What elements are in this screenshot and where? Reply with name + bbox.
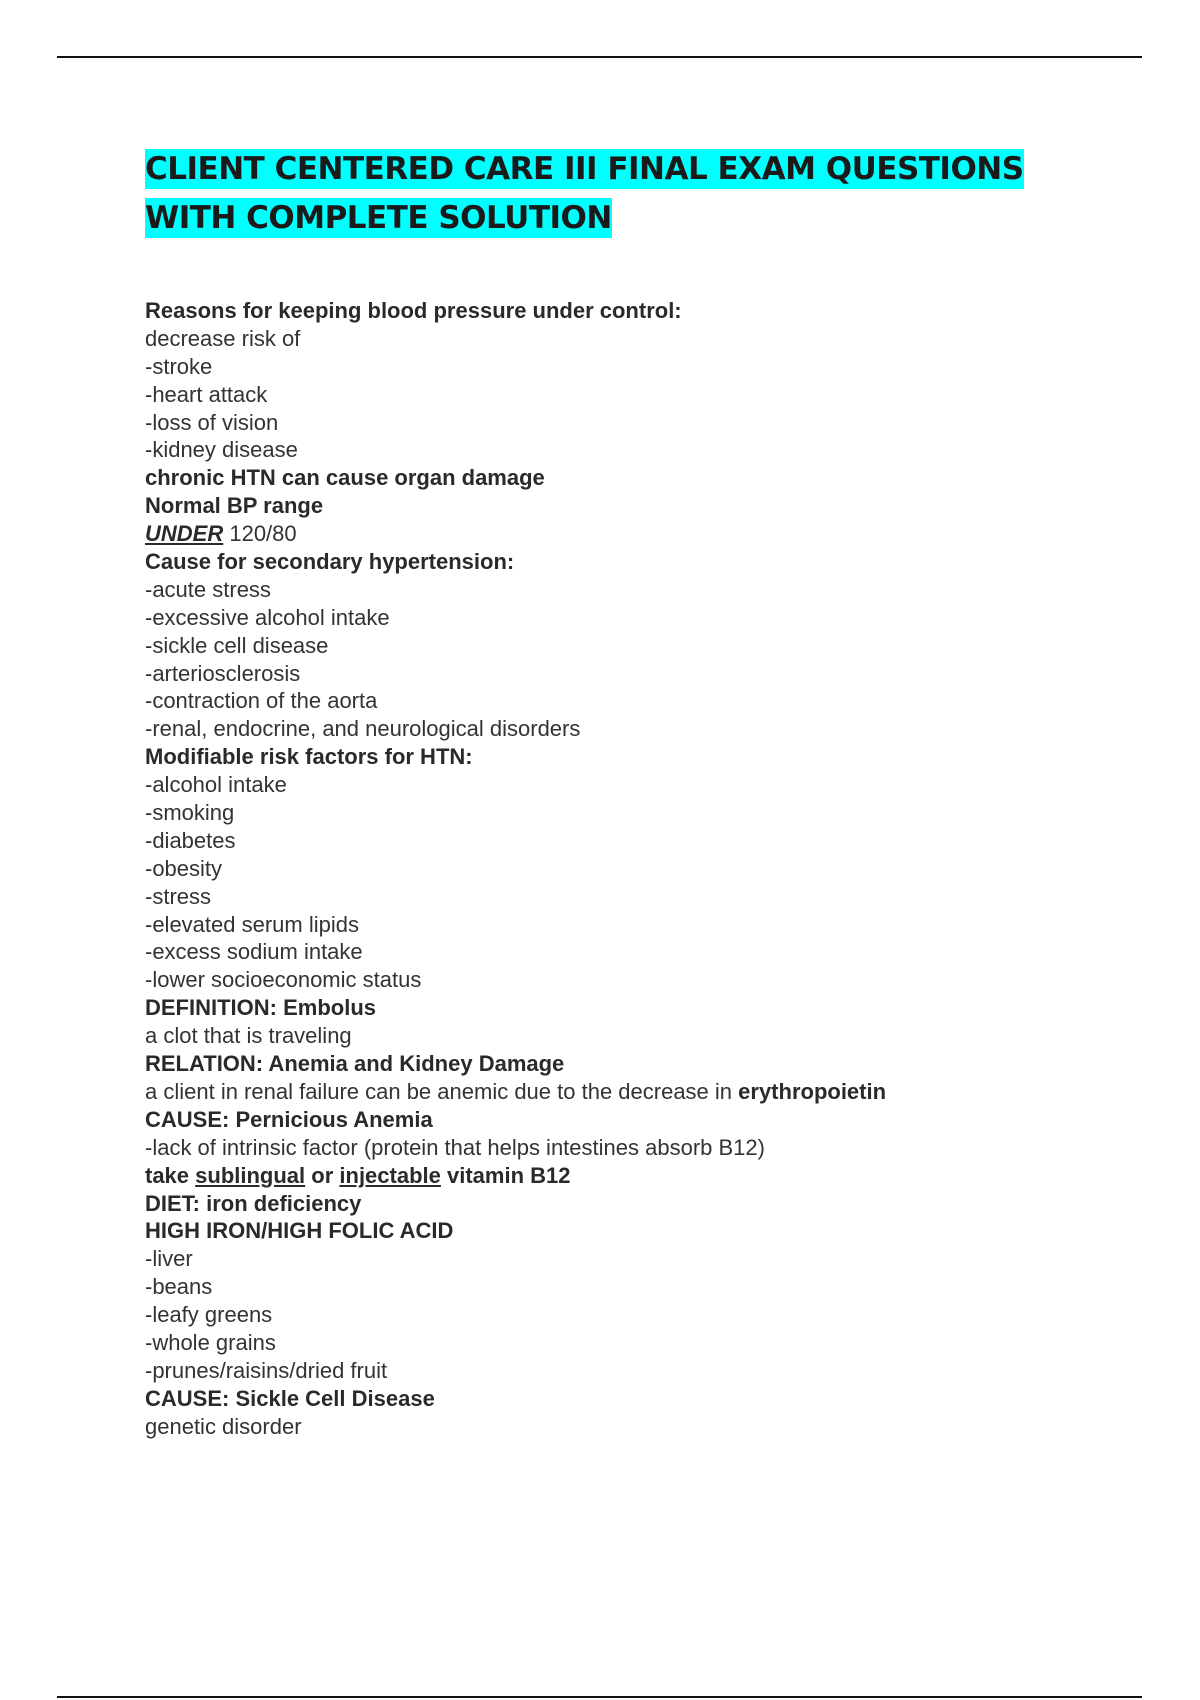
list-item: -sickle cell disease bbox=[145, 632, 329, 658]
document-body bbox=[145, 297, 1105, 1441]
list-item: -renal, endocrine, and neurological disorders bbox=[145, 716, 581, 742]
list-item: -lower socioeconomic status bbox=[145, 967, 422, 993]
list-item: -diabetes bbox=[145, 827, 236, 853]
section-heading: DEFINITION: Embolus bbox=[145, 995, 376, 1021]
list-item: -excessive alcohol intake bbox=[145, 604, 390, 630]
header-rule bbox=[57, 56, 1142, 58]
body-text: a clot that is traveling bbox=[145, 1023, 352, 1049]
list-item: -stroke bbox=[145, 353, 213, 379]
list-item: -excess sodium intake bbox=[145, 939, 363, 965]
b12-or: or bbox=[305, 1162, 340, 1188]
body-text: genetic disorder bbox=[145, 1413, 302, 1439]
bold-term: erythropoietin bbox=[738, 1078, 887, 1104]
footer-rule bbox=[57, 1696, 1142, 1698]
section-heading: Cause for secondary hypertension: bbox=[145, 549, 515, 575]
bp-value: 120/80 bbox=[223, 521, 297, 547]
anemia-kidney-line bbox=[145, 1078, 1105, 1106]
section-heading: Reasons for keeping blood pressure under control: bbox=[145, 298, 682, 323]
list-item: -heart attack bbox=[145, 381, 268, 407]
list-item: -contraction of the aorta bbox=[145, 688, 378, 714]
section-heading: DIET: iron deficiency bbox=[145, 1190, 362, 1216]
list-item: -stress bbox=[145, 883, 211, 909]
document-title bbox=[145, 145, 1045, 243]
list-item: -alcohol intake bbox=[145, 772, 287, 798]
list-item: -loss of vision bbox=[145, 409, 279, 435]
list-item: -kidney disease bbox=[145, 437, 298, 463]
body-text: a client in renal failure can be anemic due to the decrease in bbox=[145, 1078, 739, 1104]
under-emphasis: UNDER bbox=[145, 521, 224, 547]
b12-injectable: injectable bbox=[339, 1162, 441, 1188]
body-text: decrease risk of bbox=[145, 325, 301, 351]
list-item: -whole grains bbox=[145, 1329, 276, 1355]
title-line-1: CLIENT CENTERED CARE III FINAL EXAM QUESTIONS bbox=[145, 151, 1024, 187]
list-item: -liver bbox=[145, 1246, 193, 1272]
list-item: -leafy greens bbox=[145, 1302, 273, 1328]
b12-take: take bbox=[145, 1162, 196, 1188]
section-heading: Normal BP range bbox=[145, 493, 324, 519]
section-heading: CAUSE: Sickle Cell Disease bbox=[145, 1385, 435, 1411]
body-text: -lack of intrinsic factor (protein that helps intestines absorb B12) bbox=[145, 1134, 765, 1160]
list-item: -elevated serum lipids bbox=[145, 911, 359, 937]
section-heading: Modifiable risk factors for HTN: bbox=[145, 744, 473, 770]
list-item: -obesity bbox=[145, 855, 223, 881]
list-item: -prunes/raisins/dried fruit bbox=[145, 1357, 388, 1383]
b12-line bbox=[145, 1162, 1105, 1190]
section-heading: chronic HTN can cause organ damage bbox=[145, 465, 545, 491]
section-heading: RELATION: Anemia and Kidney Damage bbox=[145, 1051, 565, 1077]
list-item: -acute stress bbox=[145, 576, 271, 602]
list-item: -smoking bbox=[145, 800, 235, 826]
b12-sublingual: sublingual bbox=[195, 1162, 306, 1188]
title-line-2: WITH COMPLETE SOLUTION bbox=[145, 200, 612, 236]
normal-bp-line bbox=[145, 520, 1105, 548]
section-heading: CAUSE: Pernicious Anemia bbox=[145, 1106, 433, 1132]
list-item: -arteriosclerosis bbox=[145, 660, 301, 686]
section-subheading: HIGH IRON/HIGH FOLIC ACID bbox=[145, 1218, 454, 1244]
list-item: -beans bbox=[145, 1274, 213, 1300]
b12-vitamin: vitamin B12 bbox=[440, 1162, 571, 1188]
